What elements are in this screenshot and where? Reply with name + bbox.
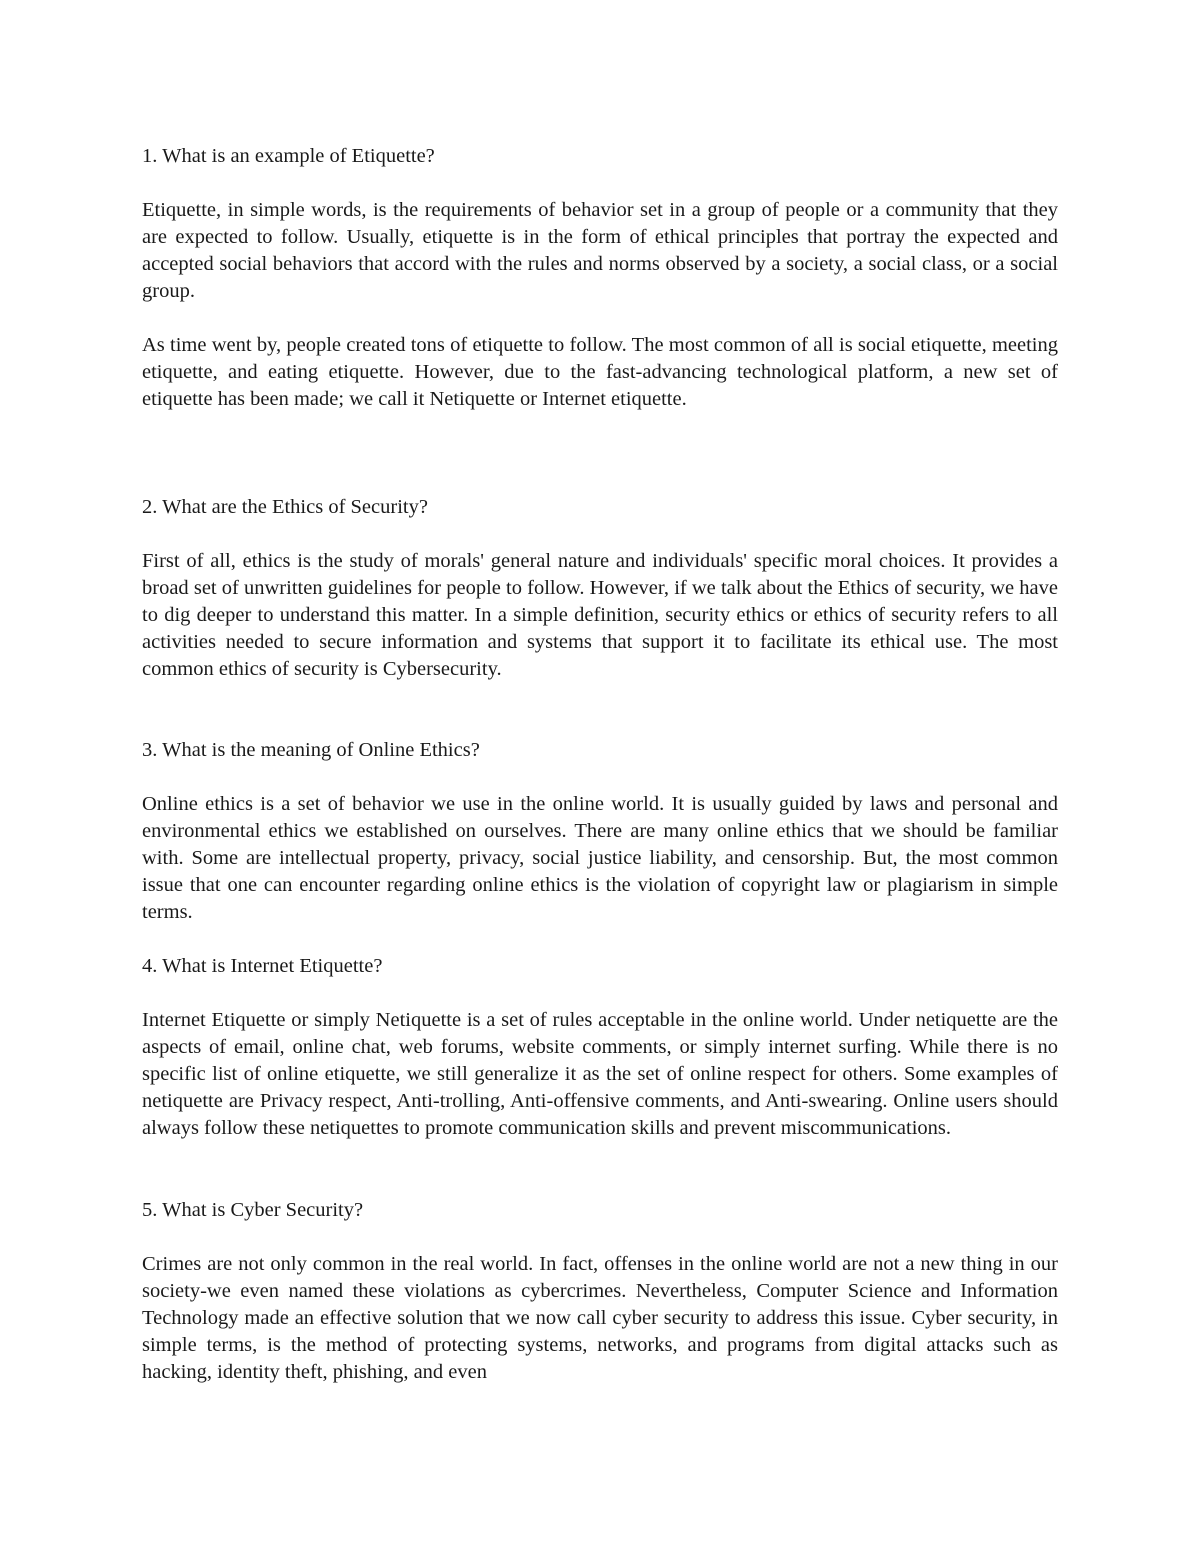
answer-1-paragraph-1: Etiquette, in simple words, is the requirements of behavior set in a group of people or a community that they are expected to follow. Usually, etiquette is in the form of ethical principles that portray the expected and accepted social behaviors that accord with the rules and norms observed by a society, a social class, or a social group. <box>142 199 1058 302</box>
question-5-heading: 5. What is Cyber Security? <box>142 1199 364 1221</box>
answer-5-paragraph-1: Crimes are not only common in the real world. In fact, offenses in the online world are not a new thing in our society-we even named these violations as cybercrimes. Nevertheless, Computer Science and Information Technology made an effective solution that we now call cyber security to address this issue. Cyber security, in simple terms, is the method of protecting systems, networks, and programs from digital attacks such as hacking, identity theft, phishing, and even <box>142 1253 1058 1383</box>
question-1-heading: 1. What is an example of Etiquette? <box>142 145 435 167</box>
answer-4-paragraph-1: Internet Etiquette or simply Netiquette is a set of rules acceptable in the online world. Under netiquette are the aspects of email, online chat, web forums, website comments, or simply internet surfing. While there is no specific list of online etiquette, we still generalize it as the set of online respect for others. Some examples of netiquette are Privacy respect, Anti-trolling, Anti-offensive comments, and Anti-swearing. Online users should always follow these netiquettes to promote communication skills and prevent miscommunications. <box>142 1009 1058 1139</box>
answer-2-paragraph-1: First of all, ethics is the study of morals' general nature and individuals' specific moral choices. It provides a broad set of unwritten guidelines for people to follow. However, if we talk about the Ethics of security, we have to dig deeper to understand this matter. In a simple definition, security ethics or ethics of security refers to all activities needed to secure information and systems that support it to facilitate its ethical use. The most common ethics of security is Cybersecurity. <box>142 550 1058 680</box>
question-2-heading: 2. What are the Ethics of Security? <box>142 496 428 518</box>
answer-3-paragraph-1: Online ethics is a set of behavior we use in the online world. It is usually guided by laws and personal and environmental ethics we established on ourselves. There are many online ethics that we should be familiar with. Some are intellectual property, privacy, social justice liability, and censorship. But, the most common issue that one can encounter regarding online ethics is the violation of copyright law or plagiarism in simple terms. <box>142 793 1058 923</box>
answer-1-paragraph-2: As time went by, people created tons of etiquette to follow. The most common of all is social etiquette, meeting etiquette, and eating etiquette. However, due to the fast-advancing technological platform, a new set of etiquette has been made; we call it Netiquette or Internet etiquette. <box>142 334 1058 410</box>
question-3-heading: 3. What is the meaning of Online Ethics? <box>142 739 480 761</box>
question-4-heading: 4. What is Internet Etiquette? <box>142 955 383 977</box>
